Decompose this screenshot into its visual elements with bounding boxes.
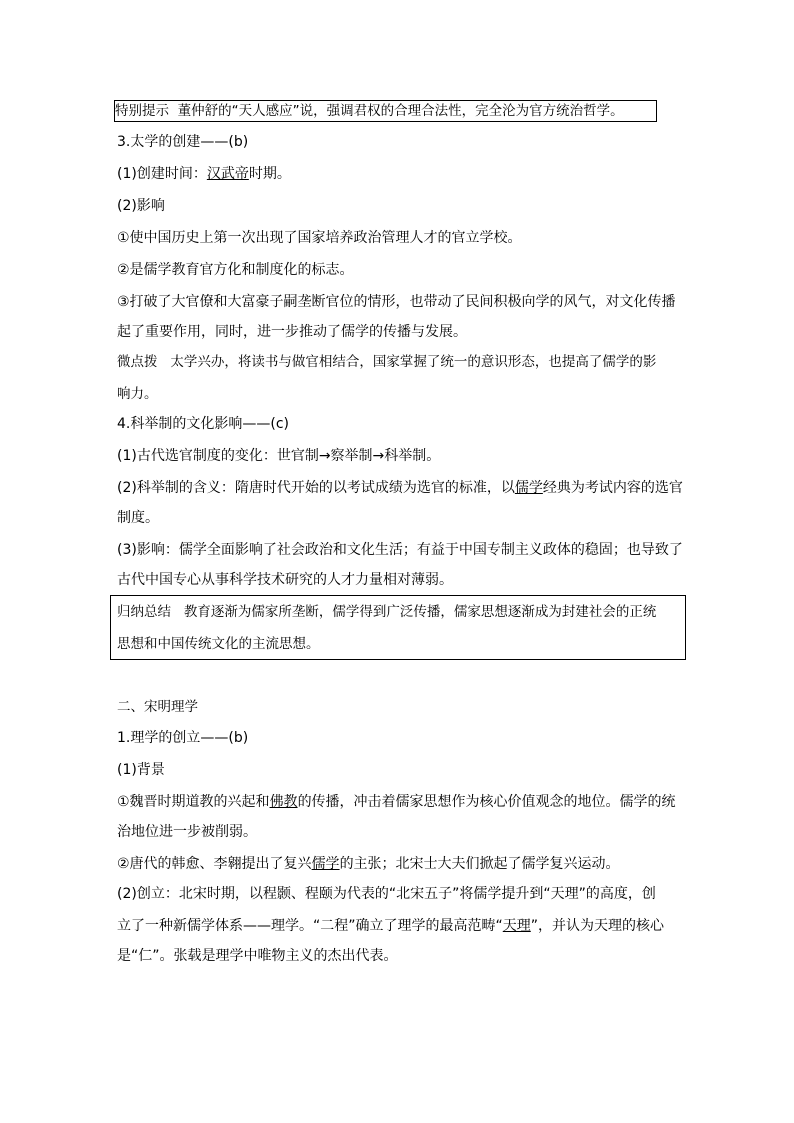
tip2-line-1: 微点拨 太学兴办，将读书与做官相结合，国家掌握了统一的意识形态，也提高了儒学的影 [117, 354, 657, 370]
s4-effect-a: (3)影响：儒学全面影响了社会政治和文化生活；有益于中国专制主义政体的稳固；也导致了 [117, 542, 683, 558]
tip2-label: 微点拨 [117, 354, 158, 370]
s3-impact-heading: (2)影响 [117, 198, 165, 214]
s4-effect-b: 古代中国专心从事科学技术研究的人才力量相对薄弱。 [117, 572, 453, 588]
s4-meaning: (2)科举制的含义：隋唐时代开始的以考试成绩为选官的标准，以儒学经典为考试内容的选官 [117, 480, 683, 496]
s3-impact-3a: ③打破了大官僚和大富豪子嗣垄断官位的情形，也带动了民间积极向学的风气，对文化传播 [117, 294, 676, 310]
s4-meaning-cont: 制度。 [117, 510, 159, 526]
p2-bg-1: ①魏晋时期道教的兴起和佛教的传播，冲击着儒家思想作为核心价值观念的地位。儒学的统 [117, 794, 676, 810]
p2-founding-b: 立了一种新儒学体系——理学。“二程”确立了理学的最高范畴“天理”，并认为天理的核心 [117, 918, 665, 934]
emperor-term: 汉武帝 [206, 166, 249, 182]
tip-label: 特别提示 [115, 103, 169, 119]
s3-impact-3b: 起了重要作用，同时，进一步推动了儒学的传播与发展。 [117, 324, 467, 340]
p2-section-1: 1.理学的创立——(b) [117, 730, 249, 746]
s3-impact-2: ②是儒学教育官方化和制度化的标志。 [117, 262, 354, 278]
p2-bg-2: ②唐代的韩愈、李翱提出了复兴儒学的主张；北宋士大夫们掀起了儒学复兴运动。 [117, 856, 620, 872]
section-4-title: 4.科举制的文化影响——(c) [117, 416, 289, 432]
section-3-title: 3.太学的创建——(b) [117, 134, 249, 150]
s3-time: (1)创建时间：汉武帝时期。 [117, 166, 291, 182]
p2-founding-c: 是“仁”。张载是理学中唯物主义的杰出代表。 [117, 948, 398, 964]
tip-box [114, 100, 657, 122]
p2-founding-a: (2)创立：北宋时期，以程颢、程颐为代表的“北宋五子”将儒学提升到“天理”的高度，创 [117, 886, 656, 902]
p2-background: (1)背景 [117, 762, 165, 778]
s4-change: (1)古代选官制度的变化：世官制→察举制→科举制。 [117, 448, 441, 464]
p2-bg-1-cont: 治地位进一步被削弱。 [117, 824, 257, 840]
summary-label: 归纳总结 [117, 604, 171, 620]
tip-text: 董仲舒的“天人感应”说，强调君权的合理合法性，完全沦为官方统治哲学。 [177, 103, 624, 119]
s3-impact-1: ①使中国历史上第一次出现了国家培养政治管理人才的官立学校。 [117, 230, 522, 246]
summary-line-1: 归纳总结 教育逐渐为儒家所垄断，儒学得到广泛传播，儒家思想逐渐成为封建社会的正统 [117, 604, 657, 620]
part-2-title: 二、宋明理学 [117, 699, 198, 715]
summary-line-2: 思想和中国传统文化的主流思想。 [117, 636, 320, 652]
tip2-line-2: 响力。 [117, 386, 158, 402]
